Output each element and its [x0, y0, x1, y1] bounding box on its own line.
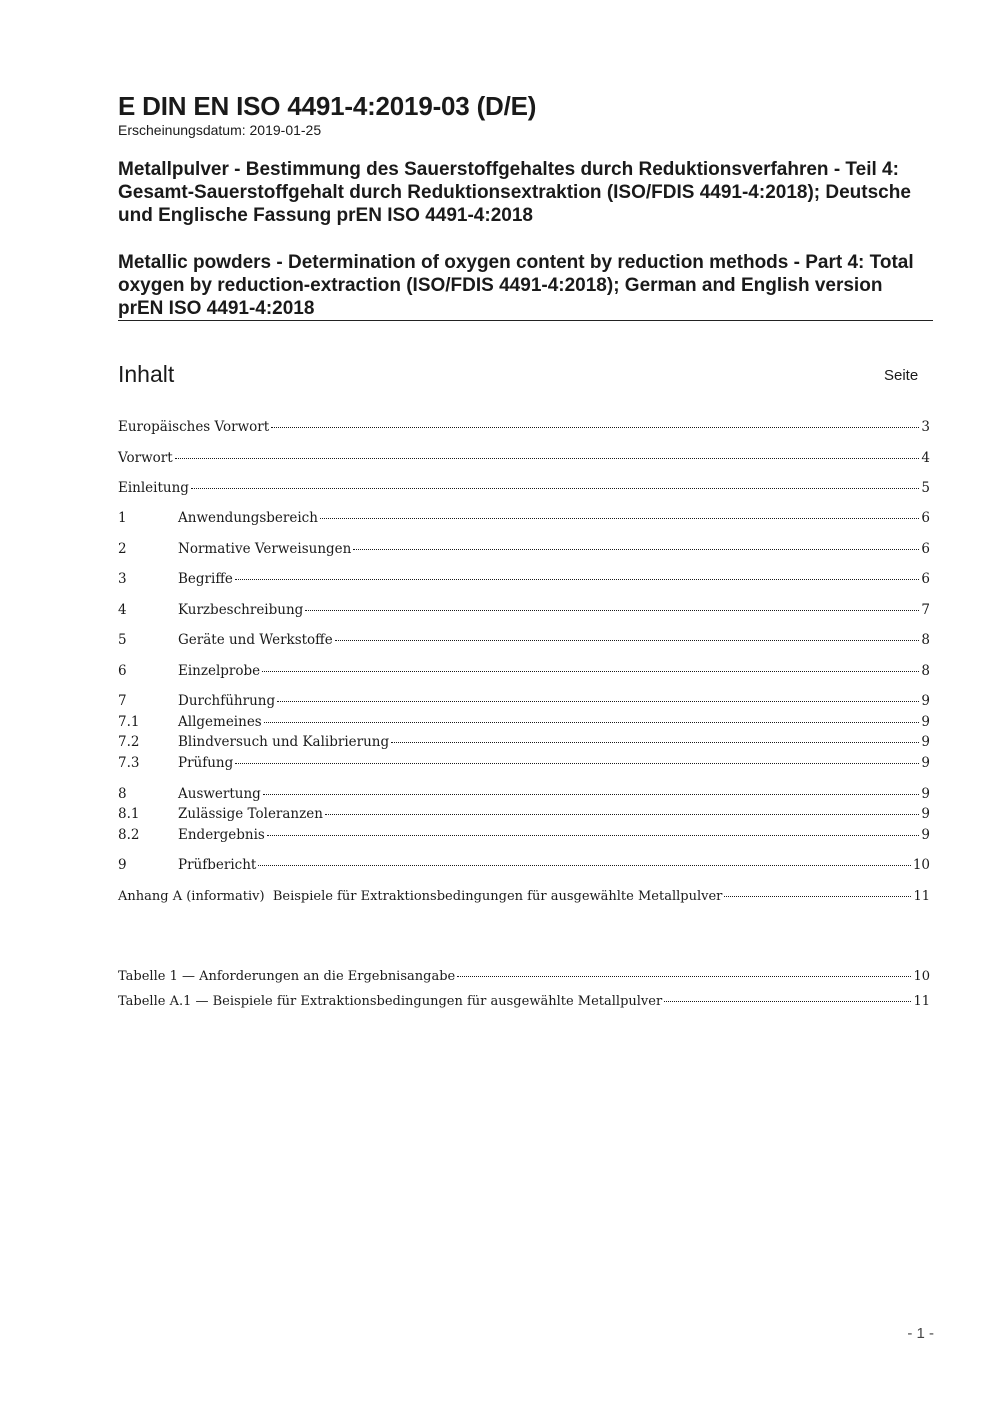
toc-entry-introduction[interactable] [118, 478, 930, 499]
toc-dot-leader [263, 794, 920, 795]
toc-entry-number: 5 [118, 632, 127, 648]
toc-entry-page: 9 [921, 734, 930, 750]
toc-entry-page: 9 [921, 827, 930, 843]
toc-dot-leader [262, 671, 919, 672]
toc-entry-section-9[interactable] [118, 855, 930, 876]
toc-dot-leader [277, 701, 919, 702]
toc-heading: Inhalt [118, 361, 175, 387]
toc-entry-number: 7.1 [118, 714, 140, 730]
toc-entry-number: 2 [118, 541, 127, 557]
toc-entry-number: 7.2 [118, 734, 140, 750]
toc-entry-page: 9 [921, 806, 930, 822]
toc-entry-page: 8 [921, 632, 930, 648]
toc-entry-page: 6 [921, 510, 930, 526]
toc-entry-number: 3 [118, 571, 127, 587]
document-id: E DIN EN ISO 4491-4:2019-03 (D/E) [118, 91, 537, 121]
toc-entry-page: 6 [921, 571, 930, 587]
toc-entry-section-8-2[interactable] [118, 825, 930, 846]
toc-dot-leader [264, 722, 920, 723]
toc-entry-section-3[interactable] [118, 569, 930, 590]
toc-entry-page: 9 [921, 786, 930, 802]
toc-entry-page: 3 [921, 419, 930, 435]
toc-dot-leader [391, 742, 919, 743]
toc-entry-annex-a[interactable] [118, 886, 930, 907]
toc-dot-leader [267, 835, 920, 836]
toc-dot-leader [664, 1001, 911, 1002]
header-divider [118, 320, 933, 321]
toc-dot-leader [258, 865, 911, 866]
toc-entry-number: 4 [118, 602, 127, 618]
toc-table-title: Tabelle 1 — Anforderungen an die Ergebnisangabe [118, 969, 456, 984]
toc-dot-leader [353, 549, 919, 550]
toc-entry-title: Durchführung [178, 693, 276, 709]
publication-date: Erscheinungsdatum: 2019-01-25 [118, 122, 322, 138]
toc-entry-title: Europäisches Vorwort [118, 419, 270, 435]
toc-dot-leader [235, 579, 920, 580]
toc-entry-number: 1 [118, 510, 127, 526]
toc-entry-number: 8.1 [118, 806, 140, 822]
toc-entry-page: 11 [913, 889, 930, 904]
toc-dot-leader [724, 896, 911, 897]
toc-entry-title: Prüfung [178, 755, 234, 771]
toc-entry-title: Prüfbericht [178, 857, 257, 873]
toc-table-1[interactable] [118, 966, 930, 987]
toc-entry-title: Auswertung [178, 786, 261, 802]
toc-entry-section-5[interactable] [118, 630, 930, 651]
toc-entry-title: Allgemeines [178, 714, 262, 730]
toc-entry-page: 10 [912, 857, 930, 873]
toc-entry-title: Zulässige Toleranzen [178, 806, 323, 822]
toc-table-page: 11 [913, 994, 930, 1009]
toc-entry-page: 9 [921, 755, 930, 771]
toc-entry-number: 7.3 [118, 755, 140, 771]
toc-entry-title: Vorwort [118, 450, 173, 466]
toc-dot-leader [175, 458, 920, 459]
toc-entry-title: Einleitung [118, 480, 189, 496]
toc-entry-page: 9 [921, 714, 930, 730]
toc-entry-title: Einzelprobe [178, 663, 261, 679]
toc-dot-leader [271, 427, 919, 428]
toc-entry-title: Endergebnis [178, 827, 265, 843]
toc-dot-leader [305, 610, 919, 611]
toc-dot-leader [457, 976, 911, 977]
toc-page-column-label: Seite [884, 367, 919, 384]
toc-table-title: Tabelle A.1 — Beispiele für Extraktionsbedingungen für ausgewählte Metallpulver [118, 994, 663, 1009]
toc-dot-leader [335, 640, 920, 641]
toc-dot-leader [320, 518, 919, 519]
toc-dot-leader [325, 814, 919, 815]
toc-entry-section-7[interactable] [118, 691, 930, 712]
toc-entry-title: Blindversuch und Kalibrierung [178, 734, 390, 750]
toc-entry-section-4[interactable] [118, 600, 930, 621]
title-english: Metallic powders - Determination of oxygen content by reduction methods - Part 4: Total oxygen by reduction-extraction (ISO/FDIS 4491-4:2018); German and English version prEN ISO 4491-4:2018 [118, 252, 914, 319]
toc-entry-page: 6 [921, 541, 930, 557]
toc-dot-leader [191, 488, 919, 489]
toc-entry-section-7-1[interactable] [118, 712, 930, 733]
toc-dot-leader [235, 763, 919, 764]
toc-entry-title: Normative Verweisungen [178, 541, 352, 557]
toc-entry-section-1[interactable] [118, 508, 930, 529]
title-german: Metallpulver - Bestimmung des Sauerstoffgehaltes durch Reduktionsverfahren - Teil 4: Gesamt-Sauerstoffgehalt durch Reduktionsextraktion (ISO/FDIS 4491-4:2018); Deutsche und Englische Fassung prEN ISO 4491-4:2018 [118, 159, 911, 226]
toc-entry-page: 4 [921, 450, 930, 466]
toc-entry-number: 9 [118, 857, 127, 873]
toc-entry-section-8-1[interactable] [118, 804, 930, 825]
toc-entry-european-foreword[interactable] [118, 417, 930, 438]
toc-entry-number: 8.2 [118, 827, 140, 843]
toc-entry-page: 8 [921, 663, 930, 679]
toc-entry-title: Begriffe [178, 571, 233, 587]
toc-entry-page: 7 [921, 602, 930, 618]
toc-entry-page: 5 [921, 480, 930, 496]
toc-entry-section-7-2[interactable] [118, 732, 930, 753]
toc-entry-number: 8 [118, 786, 127, 802]
toc-entry-title: Kurzbeschreibung [178, 602, 304, 618]
toc-entry-number: 7 [118, 693, 127, 709]
page-number: - 1 - [907, 1325, 934, 1342]
toc-entry-title: Geräte und Werkstoffe [178, 632, 333, 648]
toc-entry-page: 9 [921, 693, 930, 709]
toc-entry-title: Anwendungsbereich [178, 510, 318, 526]
toc-entry-title: Anhang A (informativ) Beispiele für Extraktionsbedingungen für ausgewählte Metallpulver [118, 889, 723, 904]
toc-table-a1[interactable] [118, 991, 930, 1012]
toc-entry-section-7-3[interactable] [118, 753, 930, 774]
toc-table-page: 10 [913, 969, 930, 984]
toc-entry-number: 6 [118, 663, 127, 679]
toc-entry-section-2[interactable] [118, 539, 930, 560]
toc-entry-section-6[interactable] [118, 661, 930, 682]
toc-entry-foreword[interactable] [118, 448, 930, 469]
toc-entry-section-8[interactable] [118, 784, 930, 805]
